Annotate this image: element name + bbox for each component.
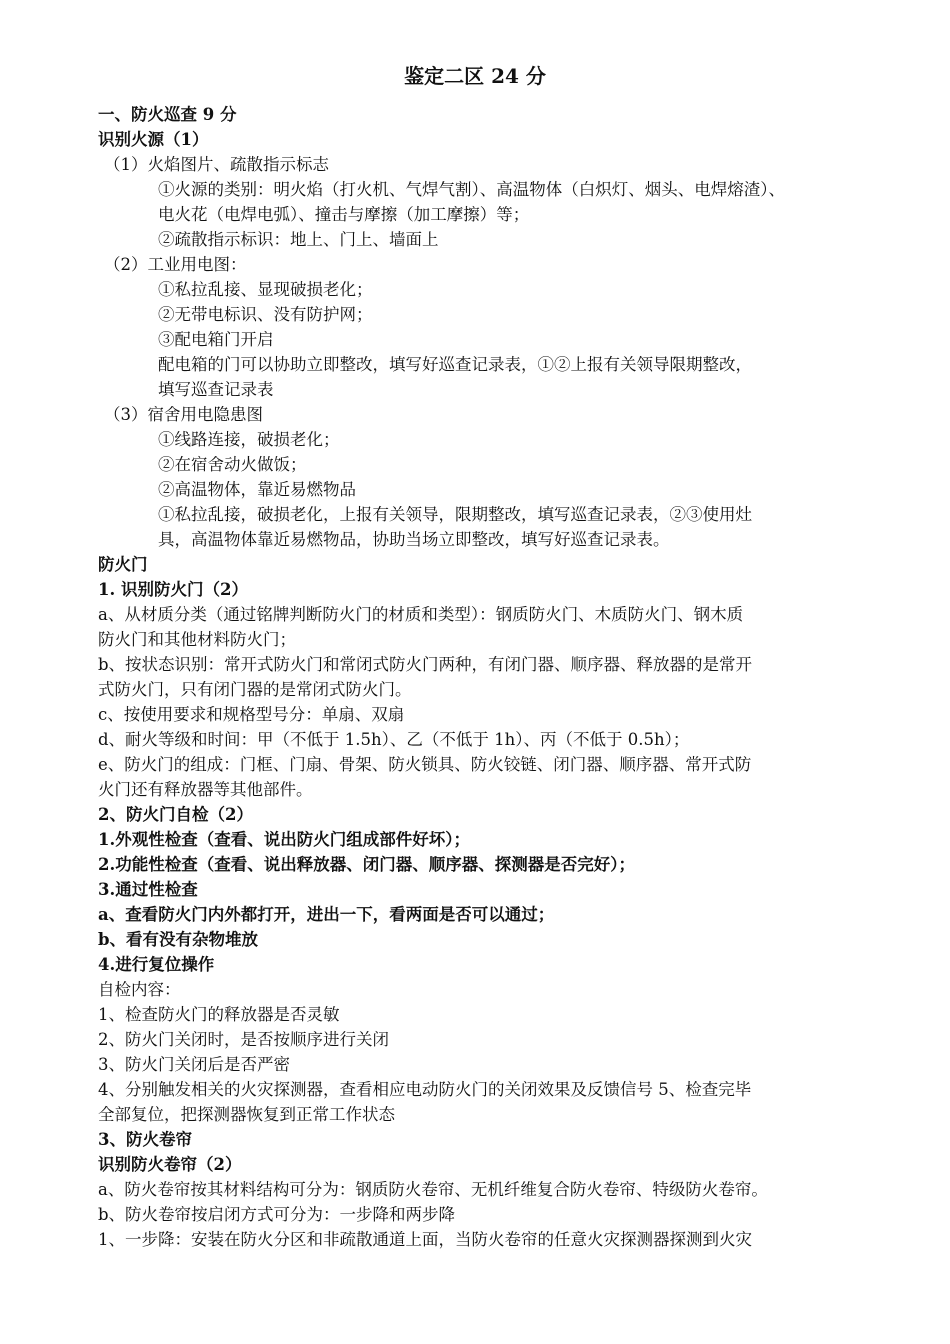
text-line: ②在宿舍动火做饭；	[158, 455, 307, 474]
text-line: d、耐火等级和时间：甲（不低于 1.5h）、乙（不低于 1h）、丙（不低于 0.5h）；	[98, 730, 690, 749]
heading-line: 1. 识别防火门（2）	[98, 580, 248, 599]
heading-line: 4.进行复位操作	[98, 955, 215, 974]
text-line: ①私拉乱接，破损老化，上报有关领导，限期整改，填写巡查记录表，②③使用灶	[158, 505, 752, 524]
text-line: ②高温物体，靠近易燃物品	[158, 480, 356, 499]
text-line: a、从材质分类（通过铭牌判断防火门的材质和类型）：钢质防火门、木质防火门、钢木质	[98, 605, 744, 624]
text-line: ②无带电标识、没有防护网；	[158, 305, 373, 324]
text-line: 配电箱的门可以协助立即整改，填写好巡查记录表，①②上报有关领导限期整改，	[158, 355, 752, 374]
heading-line: 1.外观性检查（查看、说出防火门组成部件好坏）；	[98, 830, 470, 849]
heading-line: 识别火源（1）	[98, 130, 209, 149]
text-line: 全部复位，把探测器恢复到正常工作状态	[98, 1105, 395, 1124]
text-line: 具，高温物体靠近易燃物品，协助当场立即整改，填写好巡查记录表。	[158, 530, 670, 549]
text-line: 火门还有释放器等其他部件。	[98, 780, 313, 799]
text-line: ①私拉乱接、显现破损老化；	[158, 280, 373, 299]
text-line: 3、防火门关闭后是否严密	[98, 1055, 290, 1074]
text-line: ①火源的类别：明火焰（打火机、气焊气割）、高温物体（白炽灯、烟头、电焊熔渣）、	[158, 180, 785, 199]
heading-line: 3、防火卷帘	[98, 1130, 192, 1149]
text-line: c、按使用要求和规格型号分：单扇、双扇	[98, 705, 405, 724]
text-line: b、按状态识别：常开式防火门和常闭式防火门两种，有闭门器、顺序器、释放器的是常开	[98, 655, 753, 674]
text-line: e、防火门的组成：门框、门扇、骨架、防火锁具、防火铰链、闭门器、顺序器、常开式防	[98, 755, 752, 774]
text-line: （2）工业用电图：	[104, 255, 247, 274]
heading-line: a、查看防火门内外都打开，进出一下，看两面是否可以通过；	[98, 905, 555, 924]
heading-line: 一、防火巡查 9 分	[98, 105, 237, 124]
text-line: 式防火门，只有闭门器的是常闭式防火门。	[98, 680, 412, 699]
text-line: 1、检查防火门的释放器是否灵敏	[98, 1005, 340, 1024]
text-line: ①线路连接，破损老化；	[158, 430, 340, 449]
text-line: 自检内容：	[98, 980, 181, 999]
text-line: ③配电箱门开启	[158, 330, 274, 349]
heading-line: 3.通过性检查	[98, 880, 198, 899]
text-line: b、防火卷帘按启闭方式可分为：一步降和两步降	[98, 1205, 456, 1224]
text-line: ②疏散指示标识：地上、门上、墙面上	[158, 230, 439, 249]
text-line: 1、一步降：安装在防火分区和非疏散通道上面，当防火卷帘的任意火灾探测器探测到火灾	[98, 1230, 752, 1249]
document-title: 鉴定二区 24 分	[404, 64, 546, 88]
text-line: 2、防火门关闭时，是否按顺序进行关闭	[98, 1030, 389, 1049]
heading-line: 2、防火门自检（2）	[98, 805, 253, 824]
text-line: （1）火焰图片、疏散指示标志	[104, 155, 329, 174]
text-line: 电火花（电焊电弧）、撞击与摩擦（加工摩擦）等；	[158, 205, 530, 224]
heading-line: 防火门	[98, 555, 148, 574]
text-line: （3）宿舍用电隐患图	[104, 405, 263, 424]
document-body	[98, 102, 858, 1252]
text-line: 4、分别触发相关的火灾探测器，查看相应电动防火门的关闭效果及反馈信号 5、检查完毕	[98, 1080, 752, 1099]
text-line: 填写巡查记录表	[158, 380, 274, 399]
text-line: a、防火卷帘按其材料结构可分为：钢质防火卷帘、无机纤维复合防火卷帘、特级防火卷帘。	[98, 1180, 768, 1199]
heading-line: 识别防火卷帘（2）	[98, 1155, 242, 1174]
heading-line: 2.功能性检查（查看、说出释放器、闭门器、顺序器、探测器是否完好）；	[98, 855, 635, 874]
heading-line: b、看有没有杂物堆放	[98, 930, 259, 949]
text-line: 防火门和其他材料防火门；	[98, 630, 296, 649]
